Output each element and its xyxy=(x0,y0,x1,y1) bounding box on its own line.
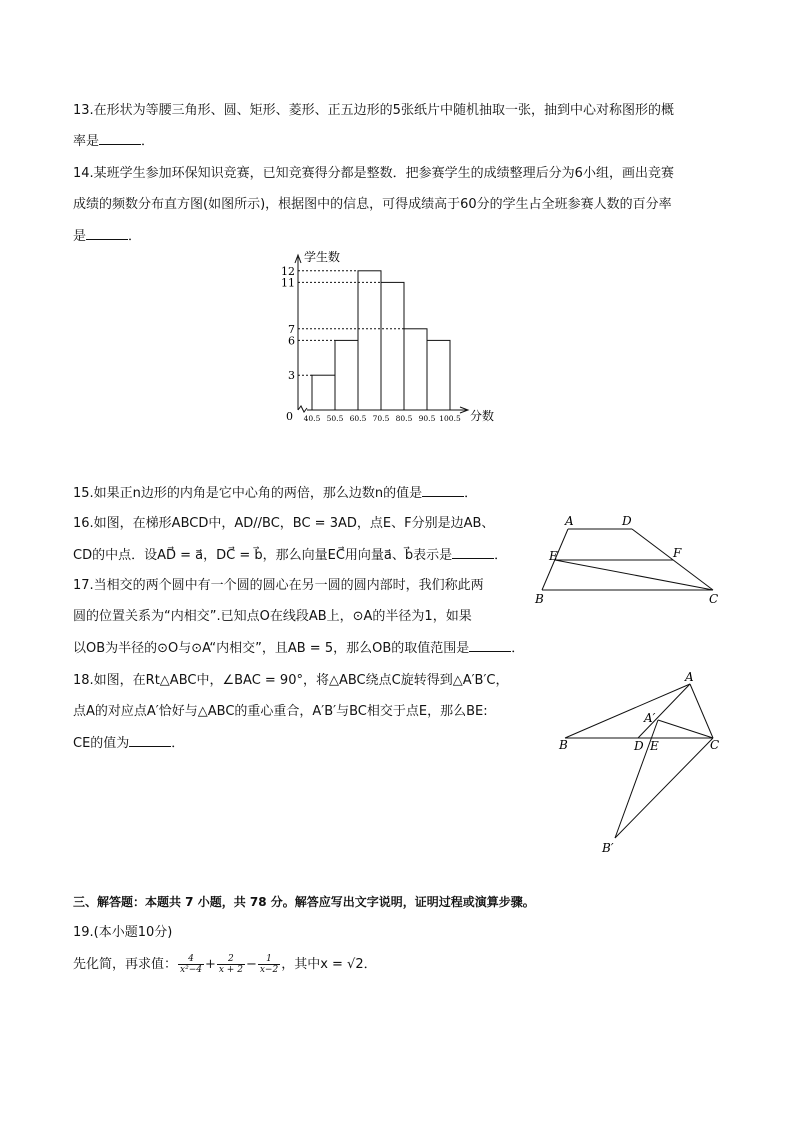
q19-expression xyxy=(73,952,377,978)
q15-suffix: ． xyxy=(464,486,478,501)
x-tick-label: 60.5 xyxy=(349,414,367,423)
label-B-prime: B′ xyxy=(602,841,614,855)
y-tick-label: 7 xyxy=(288,322,295,336)
q14-line3-suffix: ． xyxy=(128,229,142,244)
segment-BA xyxy=(565,684,690,738)
q17-suffix: ． xyxy=(511,641,525,656)
label-D: D xyxy=(622,514,632,528)
q19-suffix: ，其中x = √2． xyxy=(281,957,377,972)
label-E: E xyxy=(549,549,558,563)
q16-suffix: ． xyxy=(494,548,508,563)
q16-line2-text: CD的中点．设AD⃗ = a⃗，DC⃗ = b⃗，那么向量EC⃗用向量a⃗、b⃗表示是 xyxy=(73,548,453,563)
histogram-bar xyxy=(335,340,358,410)
q13-line2-prefix: 率是 xyxy=(73,134,100,149)
q19-frac1-num: 4 xyxy=(178,954,204,965)
q18-line2: 点A的对应点A′恰好与△ABC的重心重合，A′B′与BC相交于点E，那么BE: xyxy=(73,704,488,719)
label-B: B xyxy=(535,592,544,606)
q17-line2: 圆的位置关系为“内相交”.已知点O在线段AB上，⊙A的半径为1，如果 xyxy=(73,609,472,624)
q18-line3-prefix: CE的值为 xyxy=(73,736,130,751)
label-B: B xyxy=(559,738,568,752)
q19-fraction-3 xyxy=(258,954,280,975)
q14-line1: 14.某班学生参加环保知识竞赛，已知竞赛得分都是整数．把参赛学生的成绩整理后分为6小组，画出竞赛 xyxy=(73,166,674,181)
segment-B2C xyxy=(615,738,713,838)
q18-line3 xyxy=(73,734,184,753)
x-tick-label: 100.5 xyxy=(439,414,461,423)
x-axis-title: 分数 xyxy=(470,409,495,423)
q14-line2: 成绩的频数分布直方图(如图所示)，根据图中的信息，可得成绩高于60分的学生占全班参赛人数的百分率 xyxy=(73,197,672,212)
q19-op1: + xyxy=(204,957,216,972)
q19-frac3-den: x−2 xyxy=(259,965,279,975)
histogram-chart xyxy=(260,245,500,430)
histogram-bars xyxy=(312,271,450,410)
trapezoid-figure xyxy=(530,510,730,610)
label-A: A xyxy=(685,670,694,684)
q19-frac2-num: 2 xyxy=(217,954,245,965)
label-F: F xyxy=(673,546,682,560)
q13-line2 xyxy=(73,132,154,151)
histogram-bar xyxy=(427,340,450,410)
q15-answer-blank[interactable] xyxy=(422,484,464,497)
x-tick-label: 90.5 xyxy=(418,414,436,423)
q13-answer-blank[interactable] xyxy=(99,132,141,145)
q19-title: 19.(本小题10分) xyxy=(73,925,173,940)
histogram-guides xyxy=(298,271,404,375)
q16-line2 xyxy=(73,546,507,565)
q17-line3 xyxy=(73,639,524,658)
y-tick-label: 11 xyxy=(281,276,295,290)
x-tick-label: 50.5 xyxy=(326,414,344,423)
q18-line3-suffix: ． xyxy=(171,736,185,751)
q19-frac3-num: 1 xyxy=(258,954,280,965)
y-tick-label: 12 xyxy=(281,264,295,278)
section3-heading: 三、解答题：本题共 7 小题，共 78 分。解答应写出文字说明，证明过程或演算步骤。 xyxy=(73,895,535,909)
q17-answer-blank[interactable] xyxy=(469,639,511,652)
q16-line1: 16.如图，在梯形ABCD中，AD//BC，BC = 3AD，点E、F分别是边AB、 xyxy=(73,516,495,531)
q19-frac1-den: x²−4 xyxy=(180,965,202,975)
q19-fraction-2 xyxy=(217,954,245,975)
y-axis-title: 学生数 xyxy=(304,250,341,264)
q19-frac2-den: x + 2 xyxy=(218,965,243,975)
q19-prefix: 先化简，再求值： xyxy=(73,957,178,972)
q14-line3 xyxy=(73,227,141,246)
x-tick-label: 80.5 xyxy=(395,414,413,423)
q14-line3-prefix: 是 xyxy=(73,229,87,244)
q19-op2: − xyxy=(245,957,257,972)
x-tick-label: 70.5 xyxy=(372,414,390,423)
q18-answer-blank[interactable] xyxy=(129,734,171,747)
segment-EC xyxy=(555,560,713,590)
y-tick-label: 6 xyxy=(288,334,295,348)
y-tick-label: 3 xyxy=(288,369,295,383)
label-D: D xyxy=(634,739,644,753)
q16-answer-blank[interactable] xyxy=(452,546,494,559)
rotation-figure xyxy=(550,670,730,860)
histogram-bar xyxy=(404,329,427,410)
q19-fraction-1 xyxy=(178,954,204,975)
histogram-bar xyxy=(312,375,335,410)
q18-line1: 18.如图，在Rt△ABC中，∠BAC = 90°，将△ABC绕点C旋转得到△A′B′C， xyxy=(73,673,509,688)
segment-A2C xyxy=(658,720,713,738)
label-C: C xyxy=(709,592,719,606)
label-C: C xyxy=(710,738,720,752)
q14-answer-blank[interactable] xyxy=(86,227,128,240)
label-A: A xyxy=(565,514,574,528)
q13-line1: 13.在形状为等腰三角形、圆、矩形、菱形、正五边形的5张纸片中随机抽取一张，抽到中心对称图形的概 xyxy=(73,103,674,118)
x-axis-break xyxy=(298,406,307,412)
histogram-bar xyxy=(381,282,404,410)
origin-label: 0 xyxy=(286,410,293,423)
q13-line2-suffix: ． xyxy=(141,134,155,149)
q17-line3-text: 以OB为半径的⊙O与⊙A“内相交”，且AB = 5，那么OB的取值范围是 xyxy=(73,641,470,656)
x-tick-label: 40.5 xyxy=(303,414,321,423)
q17-line1: 17.当相交的两个圆中有一个圆的圆心在另一圆的圆内部时，我们称此两 xyxy=(73,578,484,593)
label-E: E xyxy=(650,739,659,753)
q15-line xyxy=(73,484,477,503)
histogram-labels xyxy=(281,249,494,423)
q15-text: 15.如果正n边形的内角是它中心角的两倍，那么边数n的值是 xyxy=(73,486,423,501)
histogram-bar xyxy=(358,271,381,410)
label-A-prime: A′ xyxy=(644,711,656,725)
segment-AC xyxy=(690,684,713,738)
